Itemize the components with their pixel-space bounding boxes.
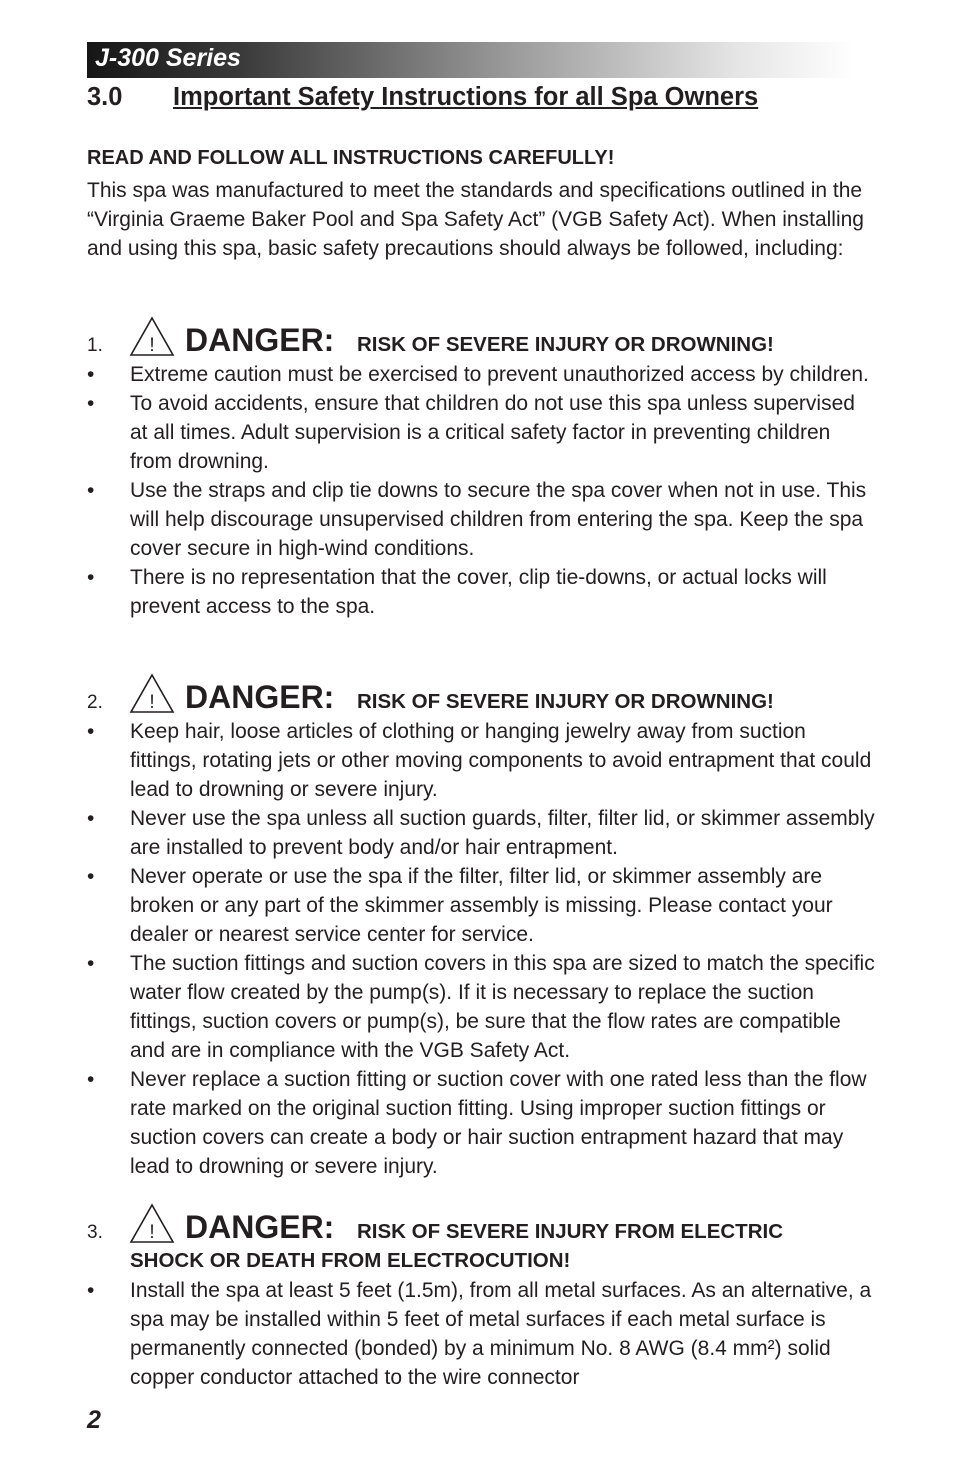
svg-text:!: ! — [149, 692, 155, 713]
list-item: • Use the straps and clip tie downs to secure the spa cover when not in use. This will help discourage unsupervised children from entering the spa. Keep the spa cover secure in high-wind conditions. — [87, 476, 877, 563]
danger-1-bullet-list — [87, 360, 877, 621]
list-item: • To avoid accidents, ensure that children do not use this spa unless supervised at all times. Adult supervision is a critical safety factor in preventing children from drowning. — [87, 389, 877, 476]
series-title: J-300 Series — [95, 44, 241, 72]
danger-message: RISK OF SEVERE INJURY OR DROWNING! — [357, 690, 774, 713]
section-number: 3.0 — [87, 83, 123, 111]
danger-number: 1. — [87, 335, 103, 356]
danger-3-bullet-list — [87, 1276, 877, 1392]
danger-message: RISK OF SEVERE INJURY FROM ELECTRIC — [357, 1220, 783, 1243]
list-item: • Never use the spa unless all suction guards, filter, filter lid, or skimmer assembly are installed to prevent body and/or hair entrapment. — [87, 804, 877, 862]
danger-message-line-2: SHOCK OR DEATH FROM ELECTROCUTION! — [130, 1249, 571, 1272]
section-heading — [87, 83, 847, 112]
list-item: • Install the spa at least 5 feet (1.5m), from all metal surfaces. As an alternative, a spa may be installed within 5 feet of metal surfaces if each metal surface is permanently connected (bonded) by a minimum No. 8 AWG (8.4 mm²) solid copper conductor attached to the wire connector — [87, 1276, 877, 1392]
danger-heading-2 — [87, 673, 877, 717]
danger-2-bullet-list — [87, 717, 877, 1181]
list-item: • There is no representation that the cover, clip tie-downs, or actual locks will prevent access to the spa. — [87, 563, 877, 621]
list-item: • Never operate or use the spa if the filter, filter lid, or skimmer assembly are broken or any part of the skimmer assembly is missing. Please contact your dealer or nearest service center for service. — [87, 862, 877, 949]
danger-heading-1 — [87, 316, 877, 360]
danger-label: DANGER: — [185, 322, 335, 358]
list-item: • Keep hair, loose articles of clothing or hanging jewelry away from suction fittings, rotating jets or other moving components to avoid entrapment that could lead to drowning or severe injury. — [87, 717, 877, 804]
danger-number: 2. — [87, 692, 103, 713]
series-header-bar — [87, 42, 855, 78]
list-item: • Extreme caution must be exercised to prevent unauthorized access by children. — [87, 360, 877, 389]
page-number: 2 — [87, 1406, 101, 1434]
list-item: • The suction fittings and suction covers in this spa are sized to match the specific water flow created by the pump(s). If it is necessary to replace the suction fittings, suction covers or pump(s), be sure that the flow rates are compatible and are in compliance with the VGB Safety Act. — [87, 949, 877, 1065]
danger-number: 3. — [87, 1222, 103, 1243]
section-title: Important Safety Instructions for all Spa Owners — [173, 83, 759, 111]
danger-label: DANGER: — [185, 679, 335, 715]
intro-paragraph: This spa was manufactured to meet the standards and specifications outlined in the “Virginia Graeme Baker Pool and Spa Safety Act” (VGB Safety Act). When installing and using this spa, basic safety precautions should always be followed, including: — [87, 179, 864, 260]
danger-label: DANGER: — [185, 1209, 335, 1245]
svg-text:!: ! — [149, 335, 155, 356]
svg-text:!: ! — [149, 1222, 155, 1243]
danger-message: RISK OF SEVERE INJURY OR DROWNING! — [357, 333, 774, 356]
warning-triangle-icon — [129, 673, 175, 715]
list-item: • Never replace a suction fitting or suction cover with one rated less than the flow rate marked on the original suction fitting. Using improper suction fittings or suction covers can create a body or hair suction entrapment hazard that may lead to drowning or severe injury. — [87, 1065, 877, 1181]
warning-triangle-icon — [129, 316, 175, 358]
danger-heading-3 — [87, 1203, 877, 1279]
intro-heading: READ AND FOLLOW ALL INSTRUCTIONS CAREFULLY! — [87, 147, 615, 169]
warning-triangle-icon — [129, 1203, 175, 1245]
